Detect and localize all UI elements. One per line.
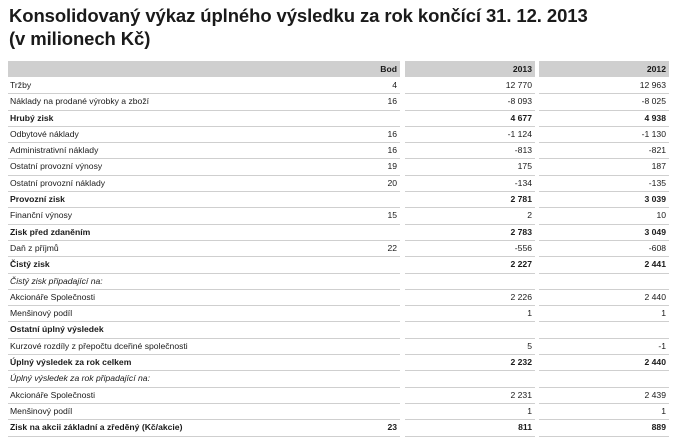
row-value-2013: 1 — [405, 306, 535, 322]
header-label-cell — [8, 61, 328, 78]
row-bod: 22 — [328, 241, 400, 257]
row-bod — [328, 322, 400, 338]
row-bod — [328, 371, 400, 387]
table-row — [8, 339, 669, 355]
row-value-2012: 2 440 — [539, 290, 669, 306]
row-bod — [328, 257, 400, 273]
row-value-2013: -8 093 — [405, 94, 535, 110]
row-value-2012: 4 938 — [539, 111, 669, 127]
row-label: Administrativní náklady — [8, 143, 328, 159]
table-row — [8, 192, 669, 208]
row-bod — [328, 404, 400, 420]
row-label: Náklady na prodané výrobky a zboží — [8, 94, 328, 110]
table-row — [8, 111, 669, 127]
table-row — [8, 241, 669, 257]
row-value-2012: 2 440 — [539, 355, 669, 371]
header-bod: Bod — [328, 61, 400, 78]
table-row — [8, 127, 669, 143]
row-label: Odbytové náklady — [8, 127, 328, 143]
row-label: Ostatní provozní výnosy — [8, 159, 328, 175]
table-row — [8, 290, 669, 306]
row-value-2012: -1 — [539, 339, 669, 355]
table-row — [8, 143, 669, 159]
row-bod: 4 — [328, 78, 400, 94]
row-bod — [328, 274, 400, 290]
row-value-2012: 1 — [539, 306, 669, 322]
row-label: Ostatní provozní náklady — [8, 176, 328, 192]
table-row — [8, 420, 669, 436]
row-value-2013: -813 — [405, 143, 535, 159]
row-value-2012: 2 441 — [539, 257, 669, 273]
row-value-2013: 175 — [405, 159, 535, 175]
row-bod: 16 — [328, 143, 400, 159]
row-value-2012 — [539, 371, 669, 387]
row-value-2013: 12 770 — [405, 78, 535, 94]
row-label: Čistý zisk — [8, 257, 328, 273]
row-bod — [328, 388, 400, 404]
row-bod — [328, 355, 400, 371]
row-value-2012 — [539, 322, 669, 338]
row-value-2013: 2 226 — [405, 290, 535, 306]
row-value-2012: 3 039 — [539, 192, 669, 208]
row-label: Akcionáře Společnosti — [8, 290, 328, 306]
table-row — [8, 159, 669, 175]
header-year-2012: 2012 — [539, 61, 669, 78]
row-value-2012: 10 — [539, 208, 669, 224]
row-label: Akcionáře Společnosti — [8, 388, 328, 404]
row-bod — [328, 192, 400, 208]
row-label: Finanční výnosy — [8, 208, 328, 224]
row-value-2012: -821 — [539, 143, 669, 159]
table-header-row — [8, 61, 669, 78]
row-bod: 16 — [328, 127, 400, 143]
row-label: Menšinový podíl — [8, 306, 328, 322]
row-bod — [328, 290, 400, 306]
table-row — [8, 322, 669, 338]
row-bod: 23 — [328, 420, 400, 436]
table-row — [8, 274, 669, 290]
header-year-2013: 2013 — [405, 61, 535, 78]
row-value-2013: 2 781 — [405, 192, 535, 208]
row-value-2012: -135 — [539, 176, 669, 192]
row-value-2013: 4 677 — [405, 111, 535, 127]
row-value-2013: 2 — [405, 208, 535, 224]
table-row — [8, 355, 669, 371]
row-label: Hrubý zisk — [8, 111, 328, 127]
row-bod — [328, 111, 400, 127]
report-title-line2: (v milionech Kč) — [9, 28, 151, 49]
row-value-2013 — [405, 371, 535, 387]
row-bod: 16 — [328, 94, 400, 110]
row-value-2013: 2 231 — [405, 388, 535, 404]
income-statement-table — [8, 61, 669, 437]
table-row — [8, 257, 669, 273]
row-value-2013: -134 — [405, 176, 535, 192]
report-title — [9, 4, 588, 50]
row-label: Kurzové rozdíly z přepočtu dceřiné společnosti — [8, 339, 328, 355]
row-label: Daň z příjmů — [8, 241, 328, 257]
row-value-2012: 889 — [539, 420, 669, 436]
row-value-2012: -8 025 — [539, 94, 669, 110]
table-row — [8, 225, 669, 241]
row-value-2012: 2 439 — [539, 388, 669, 404]
row-label: Čistý zisk připadající na: — [8, 274, 328, 290]
row-value-2012 — [539, 274, 669, 290]
row-value-2012: 187 — [539, 159, 669, 175]
row-value-2013 — [405, 322, 535, 338]
table-row — [8, 78, 669, 94]
row-value-2012: 3 049 — [539, 225, 669, 241]
row-bod — [328, 339, 400, 355]
row-bod — [328, 225, 400, 241]
row-value-2013: 5 — [405, 339, 535, 355]
row-value-2013: 811 — [405, 420, 535, 436]
row-bod — [328, 306, 400, 322]
row-value-2013: 1 — [405, 404, 535, 420]
row-value-2012: -1 130 — [539, 127, 669, 143]
row-value-2012: 12 963 — [539, 78, 669, 94]
row-label: Úplný výsledek za rok celkem — [8, 355, 328, 371]
row-label: Úplný výsledek za rok připadající na: — [8, 371, 328, 387]
table-row — [8, 371, 669, 387]
row-bod: 15 — [328, 208, 400, 224]
row-value-2013: 2 227 — [405, 257, 535, 273]
report-title-line1: Konsolidovaný výkaz úplného výsledku za rok končící 31. 12. 2013 — [9, 5, 588, 26]
row-label: Ostatní úplný výsledek — [8, 322, 328, 338]
row-label: Menšinový podíl — [8, 404, 328, 420]
table-row — [8, 94, 669, 110]
table-row — [8, 404, 669, 420]
row-label: Zisk před zdaněním — [8, 225, 328, 241]
row-value-2012: -608 — [539, 241, 669, 257]
row-value-2013: -556 — [405, 241, 535, 257]
table-row — [8, 306, 669, 322]
row-value-2013: 2 783 — [405, 225, 535, 241]
table-row — [8, 388, 669, 404]
table-row — [8, 208, 669, 224]
row-value-2012: 1 — [539, 404, 669, 420]
row-bod: 19 — [328, 159, 400, 175]
row-value-2013: -1 124 — [405, 127, 535, 143]
row-value-2013: 2 232 — [405, 355, 535, 371]
row-label: Provozní zisk — [8, 192, 328, 208]
table-row — [8, 176, 669, 192]
row-label: Tržby — [8, 78, 328, 94]
row-label: Zisk na akcii základní a zředěný (Kč/akcie) — [8, 420, 328, 436]
row-bod: 20 — [328, 176, 400, 192]
row-value-2013 — [405, 274, 535, 290]
